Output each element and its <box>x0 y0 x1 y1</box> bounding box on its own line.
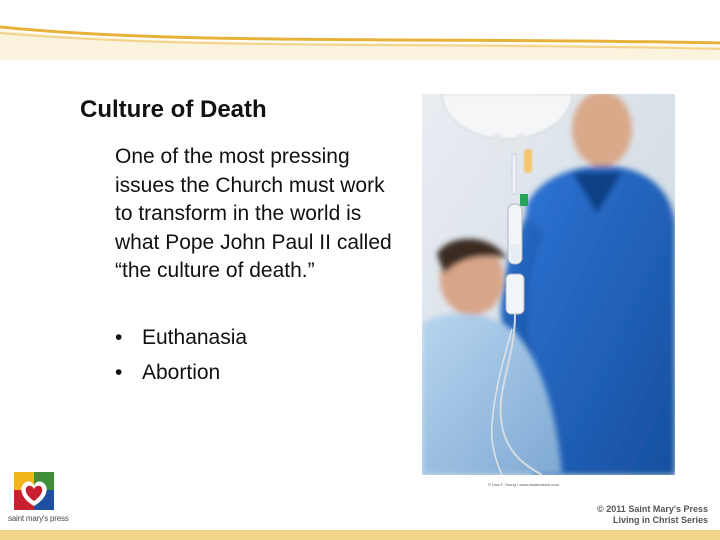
bullet-text: Abortion <box>142 361 221 384</box>
slide-title: Culture of Death <box>80 96 267 123</box>
photo-credit: © Lisa F. Young / www.shutterstock.com <box>488 482 559 487</box>
bullet-marker: • <box>115 326 123 349</box>
body-paragraph: One of the most pressing issues the Church must work to transform in the world is what Pope John Paul II called “the culture of death.” <box>115 145 392 282</box>
bottom-bar <box>0 530 720 540</box>
logo-wordmark: saint mary's press <box>8 514 69 523</box>
iv-drip-photo <box>422 94 675 475</box>
bullet-marker: • <box>115 361 123 384</box>
bullet-list <box>115 320 247 390</box>
footer-series: Living in Christ Series <box>612 515 708 525</box>
top-accent-band <box>0 0 720 60</box>
bullet-item <box>115 355 247 390</box>
bullet-item <box>115 320 247 355</box>
footer-copyright: © 2011 Saint Mary's Press <box>597 504 708 514</box>
bullet-text: Euthanasia <box>142 326 248 349</box>
